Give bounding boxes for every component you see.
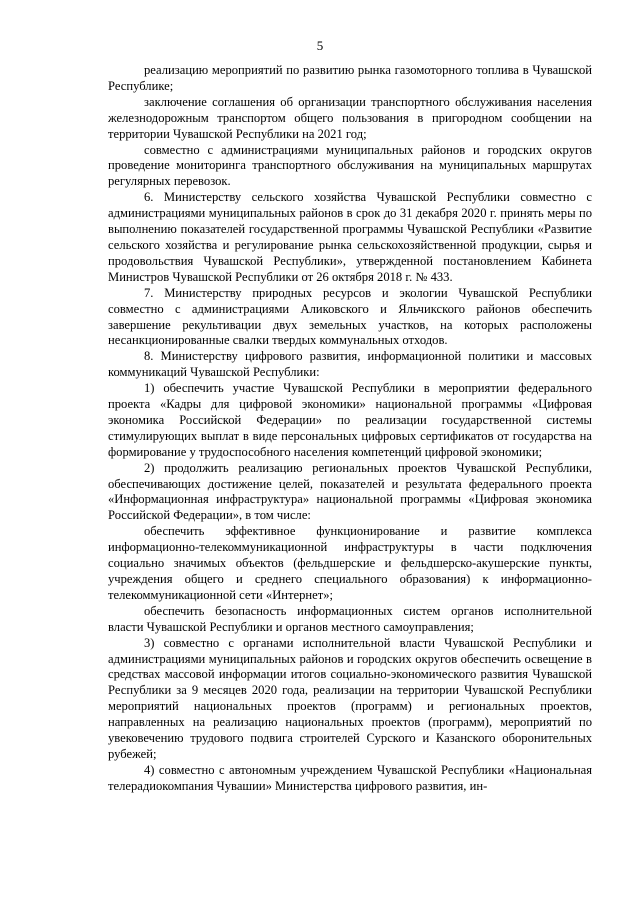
paragraph: обеспечить безопасность информационных систем органов исполнительной власти Чувашской Республики и органов местного самоуправления; [108,603,592,634]
paragraph: 4) совместно с автономным учреждением Чувашской Республики «Национальная телерадиокомпания Чувашии» Министерства цифрового развития, ин- [108,762,592,793]
paragraph: 8. Министерству цифрового развития, информационной политики и массовых коммуникаций Чувашской Республики: [108,349,592,380]
paragraph: совместно с администрациями муниципальных районов и городских округов проведение мониторинга транспортного обслуживания на муниципальных маршрутах регулярных перевозок. [108,142,592,189]
paragraph: реализацию мероприятий по развитию рынка газомоторного топлива в Чувашской Республике; [108,63,592,93]
paragraph: 7. Министерству природных ресурсов и экологии Чувашской Республики совместно с администрациями Аликовского и Яльчикского районов обеспечить завершение рекультивации двух земельных участков, на которых расположены несанкционированные свалки твердых коммунальных отходов. [108,285,592,348]
paragraph: 2) продолжить реализацию региональных проектов Чувашской Республики, обеспечивающих достижение целей, показателей и результата федерального проекта «Информационная инфраструктура» национальной программы «Цифровая экономика Российской Федерации», в том числе: [108,460,592,523]
paragraph: 1) обеспечить участие Чувашской Республики в мероприятии федерального проекта «Кадры для цифровой экономики» национальной программы «Цифровая экономика Российской Федерации» по реализации государственной системы стимулирующих выплат в виде персональных цифровых сертификатов от государства на формирование у трудоспособного населения компетенций цифровой экономики; [108,381,592,459]
paragraph: обеспечить эффективное функционирование и развитие комплекса информационно-телекоммуникационной инфраструктуры в части подключения социально значимых объектов (фельдшерские и фельдшерско-акушерские пункты, учреждения общего и среднего специального образования) к информационно-телекоммуникационной сети «Интернет»; [108,524,592,602]
document-body [108,63,592,795]
paragraph: 6. Министерству сельского хозяйства Чувашской Республики совместно с администрациями муниципальных районов в срок до 31 декабря 2020 г. принять меры по выполнению показателей государственной программы Чувашской Республики «Развитие сельского хозяйства и регулирование рынка сельскохозяйственной продукции, сырья и продовольствия Чувашской Республики», утвержденной постановлением Кабинета Министров Чувашской Республики от 26 октября 2018 г. № 433. [108,190,592,284]
paragraph: заключение соглашения об организации транспортного обслуживания населения железнодорожным транспортом общего пользования в пригородном сообщении на территории Чувашской Республики на 2021 год; [108,94,592,141]
page-number: 5 [316,38,324,53]
paragraph: 3) совместно с органами исполнительной власти Чувашской Республики и администрациями муниципальных районов и городских округов обеспечить освещение в средствах массовой информации итогов социально-экономического развития Чувашской Республики за 9 месяцев 2020 года, реализации на территории Чувашской Республики мероприятий национальных проектов (программ) и региональных проектов, направленных на реализацию национальных проектов (программ), мероприятий по увековечению трудового подвига строителей Сурского и Казанского оборонительных рубежей; [108,635,592,761]
